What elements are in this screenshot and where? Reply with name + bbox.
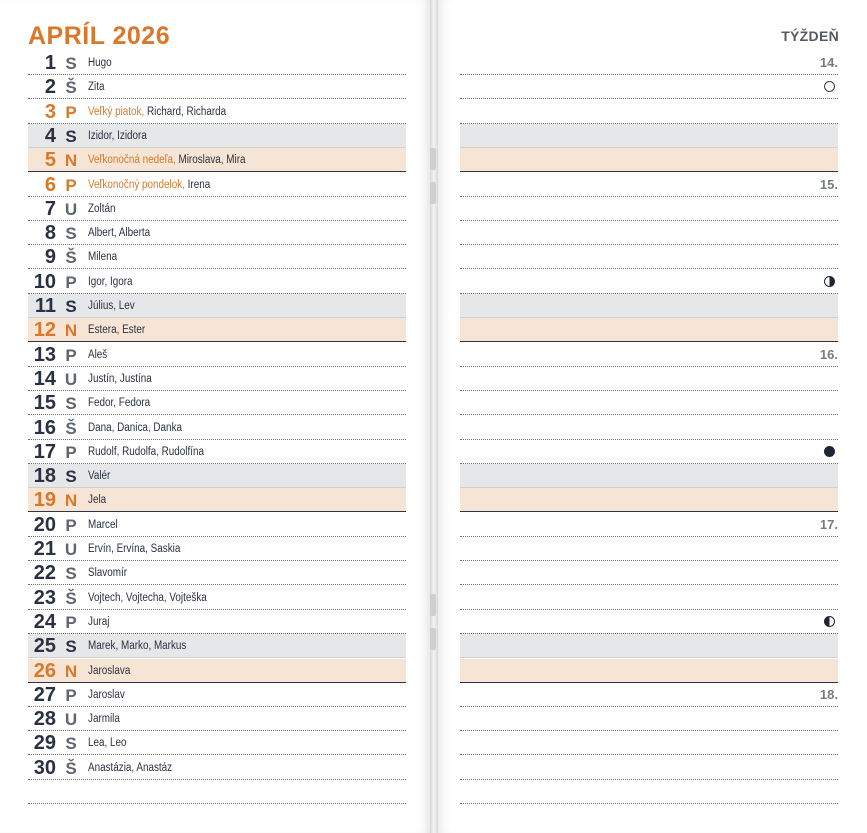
day-row [28, 270, 406, 294]
name-day-names: Dana, Danica, Danka [88, 422, 183, 434]
name-day-names: Marek, Marko, Markus [88, 640, 187, 652]
name-day-text [88, 391, 150, 416]
name-day-names: Jela [88, 494, 107, 506]
name-day-text [88, 270, 133, 295]
name-day-text [88, 100, 226, 125]
weekday-letter: N [64, 662, 78, 681]
weekday-letter: P [65, 516, 77, 535]
weekday-letter: S [65, 54, 77, 73]
name-day-names: Marcel [88, 519, 118, 531]
note-line[interactable] [460, 488, 838, 512]
day-row [28, 318, 406, 342]
day-row [28, 634, 406, 658]
day-number: 28 [33, 708, 56, 730]
day-number: 7 [44, 198, 56, 220]
weekday-letter: N [64, 321, 78, 340]
day-number: 10 [33, 271, 56, 293]
weekday-letter: S [65, 224, 77, 243]
day-row [28, 51, 406, 75]
name-day-names: Igor, Igora [88, 276, 133, 288]
day-row [28, 148, 406, 172]
name-day-names: Zoltán [88, 203, 116, 215]
page-tab [430, 628, 436, 650]
note-line[interactable] [460, 318, 838, 342]
name-day-names: Jaroslav [88, 689, 125, 701]
name-day-text [88, 75, 104, 100]
weekday-letter: S [65, 127, 77, 146]
day-number: 15 [33, 392, 56, 414]
day-row [28, 124, 406, 148]
day-number: 25 [33, 635, 56, 657]
name-day-text [88, 756, 172, 781]
holiday-name: Veľkonočná nedeľa, [88, 154, 176, 166]
new-moon-icon [824, 81, 835, 92]
name-day-names: Milena [88, 251, 118, 263]
day-row [28, 683, 406, 707]
weekday-letter: P [65, 176, 77, 195]
name-day-names: Estera, Ester [88, 324, 146, 336]
weekday-letter: U [64, 370, 78, 389]
note-line[interactable] [460, 416, 838, 440]
day-number: 9 [44, 246, 56, 268]
weekday-letter: S [65, 734, 77, 753]
note-line[interactable] [460, 683, 838, 707]
day-row [28, 416, 406, 440]
weekday-letter: S [65, 467, 77, 486]
day-number: 4 [44, 125, 56, 147]
empty-line [28, 780, 406, 804]
name-day-text [88, 586, 207, 611]
day-number: 16 [33, 417, 56, 439]
weekday-letter: P [65, 613, 77, 632]
day-row [28, 659, 406, 683]
day-number: 8 [44, 222, 56, 244]
weekday-letter: N [64, 151, 78, 170]
name-day-names: Anastázia, Anastáz [88, 762, 173, 774]
name-day-text [88, 51, 112, 76]
name-day-text [88, 707, 120, 732]
page-tab [430, 148, 436, 170]
name-day-names: Juraj [88, 616, 110, 628]
note-line[interactable] [460, 197, 838, 221]
holiday-name: Veľkonočný pondelok, [88, 179, 185, 191]
note-line[interactable] [460, 537, 838, 561]
day-row [28, 464, 406, 488]
weekday-letter: S [65, 394, 77, 413]
name-day-names: Slavomír [88, 567, 128, 579]
name-day-text [88, 416, 182, 441]
name-day-names: Július, Lev [88, 300, 135, 312]
note-line[interactable] [460, 270, 838, 294]
name-day-text [88, 731, 126, 756]
weekday-letter: Š [65, 248, 77, 267]
weekday-letter: U [64, 710, 78, 729]
name-day-text [88, 464, 110, 489]
day-number: 3 [44, 101, 56, 123]
day-number: 17 [33, 441, 56, 463]
name-day-names: Hugo [88, 57, 112, 69]
day-row [28, 173, 406, 197]
name-day-text [88, 343, 107, 368]
full-moon-icon [824, 446, 835, 457]
name-day-names: Vojtech, Vojtecha, Vojteška [88, 592, 207, 604]
day-number: 19 [33, 489, 56, 511]
week-number: 14. [819, 55, 838, 70]
note-line[interactable] [460, 100, 838, 124]
week-number: 15. [819, 177, 838, 192]
first-quarter-moon-icon [824, 276, 835, 287]
day-number: 21 [33, 538, 56, 560]
note-line[interactable] [460, 245, 838, 269]
name-day-names: Irena [187, 179, 211, 191]
name-day-text [88, 367, 152, 392]
day-number: 2 [44, 76, 56, 98]
day-number: 30 [33, 757, 56, 779]
day-number: 29 [33, 732, 56, 754]
weekday-letter: Š [65, 419, 77, 438]
name-day-names: Rudolf, Rudolfa, Rudolfína [88, 446, 205, 458]
name-day-text [88, 197, 115, 222]
weekday-letter: U [64, 200, 78, 219]
note-line[interactable] [460, 51, 838, 75]
day-row [28, 561, 406, 585]
holiday-name: Veľký piatok, [88, 106, 145, 118]
day-number: 13 [33, 344, 56, 366]
day-row [28, 75, 406, 99]
note-line[interactable] [460, 391, 838, 415]
weekday-letter: U [64, 540, 78, 559]
week-number: 18. [819, 687, 838, 702]
name-day-text [88, 659, 130, 684]
note-line[interactable] [460, 513, 838, 537]
note-line[interactable] [460, 440, 838, 464]
day-number: 26 [33, 660, 56, 682]
name-day-names: Jaroslava [88, 665, 131, 677]
day-row [28, 610, 406, 634]
name-day-names: Albert, Alberta [88, 227, 151, 239]
day-row [28, 586, 406, 610]
name-day-names: Izidor, Izidora [88, 130, 147, 142]
page-tab [430, 594, 436, 616]
month-title: APRÍL 2026 [28, 22, 171, 50]
note-line[interactable] [460, 707, 838, 731]
day-row [28, 367, 406, 391]
weekday-letter: Š [65, 759, 77, 778]
name-day-text [88, 173, 210, 198]
weekday-letter: S [65, 297, 77, 316]
name-day-names: Miroslava, Mira [178, 154, 246, 166]
note-line[interactable] [460, 731, 838, 755]
day-row [28, 100, 406, 124]
note-line[interactable] [460, 634, 838, 658]
day-row [28, 537, 406, 561]
note-line[interactable] [460, 221, 838, 245]
day-row [28, 488, 406, 512]
name-day-names: Ervín, Ervína, Saskia [88, 543, 181, 555]
day-number: 18 [33, 465, 56, 487]
name-day-text [88, 537, 180, 562]
note-line[interactable] [460, 75, 838, 99]
name-day-text [88, 294, 135, 319]
day-row [28, 221, 406, 245]
weekday-letter: P [65, 443, 77, 462]
weekday-letter: P [65, 686, 77, 705]
note-line[interactable] [460, 294, 838, 318]
name-day-text [88, 634, 186, 659]
weekday-letter: S [65, 637, 77, 656]
day-number: 11 [34, 295, 56, 317]
week-column-label: TÝŽDEŇ [781, 28, 839, 44]
name-day-names: Jarmila [88, 713, 120, 725]
day-number: 24 [33, 611, 56, 633]
name-day-names: Fedor, Fedora [88, 397, 151, 409]
name-day-text [88, 318, 145, 343]
note-line[interactable] [460, 343, 838, 367]
weekday-letter: N [64, 491, 78, 510]
day-number: 22 [33, 562, 56, 584]
note-line[interactable] [460, 561, 838, 585]
day-row [28, 440, 406, 464]
name-day-text [88, 148, 246, 173]
day-number: 23 [33, 587, 56, 609]
weekday-letter: Š [65, 589, 77, 608]
day-number: 27 [33, 684, 56, 706]
week-number: 16. [819, 347, 838, 362]
name-day-text [88, 221, 150, 246]
day-row [28, 391, 406, 415]
note-line[interactable] [460, 586, 838, 610]
name-day-text [88, 124, 147, 149]
day-number: 5 [44, 149, 56, 171]
weekday-letter: P [65, 346, 77, 365]
day-number: 1 [44, 52, 56, 74]
note-line[interactable] [460, 659, 838, 683]
note-line[interactable] [460, 367, 838, 391]
week-number: 17. [819, 517, 838, 532]
weekday-letter: P [65, 103, 77, 122]
day-row [28, 343, 406, 367]
name-day-text [88, 561, 127, 586]
last-quarter-moon-icon [824, 616, 835, 627]
day-row [28, 731, 406, 755]
day-number: 14 [33, 368, 56, 390]
book-gutter [430, 0, 438, 833]
page-tab [430, 182, 436, 204]
day-number: 6 [44, 174, 56, 196]
weekday-letter: S [65, 564, 77, 583]
day-row [28, 294, 406, 318]
name-day-names: Justín, Justína [88, 373, 152, 385]
day-row [28, 513, 406, 537]
empty-line[interactable] [460, 780, 838, 804]
name-day-names: Aleš [88, 349, 108, 361]
weekday-letter: Š [65, 78, 77, 97]
name-day-text [88, 245, 117, 270]
name-day-text [88, 610, 109, 635]
name-day-names: Lea, Leo [88, 737, 127, 749]
day-row [28, 197, 406, 221]
note-line[interactable] [460, 610, 838, 634]
note-line[interactable] [460, 464, 838, 488]
name-day-text [88, 683, 125, 708]
name-day-names: Valér [88, 470, 111, 482]
day-row [28, 245, 406, 269]
day-row [28, 707, 406, 731]
name-day-names: Zita [88, 81, 105, 93]
name-day-names: Richard, Richarda [146, 106, 227, 118]
day-number: 12 [33, 319, 56, 341]
day-row [28, 756, 406, 780]
note-line[interactable] [460, 173, 838, 197]
note-line[interactable] [460, 124, 838, 148]
day-number: 20 [33, 514, 56, 536]
name-day-text [88, 488, 106, 513]
note-line[interactable] [460, 756, 838, 780]
name-day-text [88, 513, 118, 538]
weekday-letter: P [65, 273, 77, 292]
note-line[interactable] [460, 148, 838, 172]
name-day-text [88, 440, 204, 465]
